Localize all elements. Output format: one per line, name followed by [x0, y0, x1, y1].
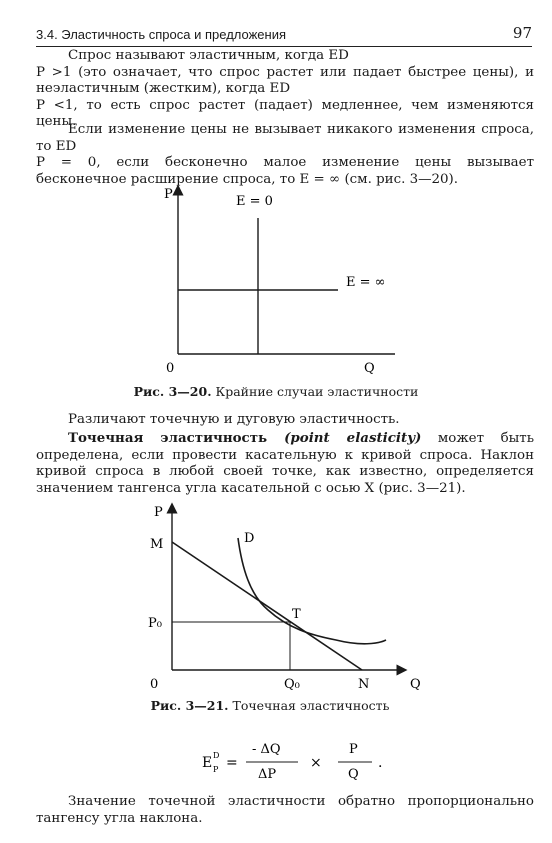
page-number: 97	[512, 24, 532, 42]
fig2-label-m: M	[150, 537, 164, 552]
para4-text: может быть определена, если провести касательную к кривой спроса. Наклон кривой спроса в любой своей точке, как известно, определяется значением тангенса угла касательной с осью X (рис. 3—21).	[36, 431, 534, 496]
fig2-label-n: N	[358, 677, 370, 692]
ep-symbol-1: D P	[36, 48, 349, 80]
fig1-x-label: Q	[364, 361, 375, 376]
elasticity-formula	[200, 736, 420, 788]
formula-lhs: E	[202, 755, 213, 771]
fig2-x-label: Q	[410, 677, 421, 692]
para2-text-1: Если изменение цены не вызывает никакого изменения спроса, то E	[36, 122, 534, 154]
fig1-y-label: P	[164, 187, 173, 202]
ep-symbol-2: D P	[36, 81, 291, 113]
formula-dot: .	[378, 755, 383, 771]
formula-den1: ΔP	[258, 767, 277, 782]
paragraph-types	[36, 412, 534, 429]
paragraph-elastic-demand	[36, 48, 534, 131]
running-header	[36, 14, 532, 47]
para2-text-2: = 0, если бесконечно малое изменение цены вызывает бесконечное расширение спроса, то E = ∞ (см. рис. 3—20).	[36, 155, 534, 187]
figure-3-21	[140, 500, 440, 700]
fig2-y-label: P	[154, 505, 163, 520]
formula-num2: P	[349, 742, 358, 757]
section-title: 3.4. Эластичность спроса и предложения	[36, 27, 286, 42]
formula-times: ×	[310, 755, 322, 771]
formula-lhs-sup: D	[213, 751, 220, 760]
fig2-origin: 0	[150, 677, 159, 692]
fig1-label-e-infinity: E = ∞	[346, 275, 386, 290]
formula-lhs-sub: P	[213, 765, 219, 774]
fig2-tangent-line	[172, 542, 362, 670]
formula-num1: - ΔQ	[252, 742, 281, 757]
para5-text: Значение точечной эластичности обратно пропорционально тангенсу угла наклона.	[36, 794, 534, 826]
fig2-demand-curve	[238, 538, 386, 644]
fig2-label-d: D	[244, 531, 255, 546]
paragraph-point-elasticity	[36, 430, 534, 497]
fig2-label-q0: Q₀	[284, 677, 300, 692]
para3-text: Различают точечную и дуговую эластичность.	[68, 412, 400, 427]
paragraph-extreme-cases	[36, 122, 534, 188]
formula-equals: =	[226, 755, 238, 771]
figure-3-20	[150, 180, 410, 380]
formula-den2: Q	[348, 767, 359, 782]
ep-symbol-3: D P	[36, 138, 77, 171]
fig2-label-t: T	[292, 607, 301, 622]
figure-3-21-caption: Рис. 3—21. Точечная эластичность	[150, 698, 390, 713]
term-english: (point elasticity)	[267, 430, 422, 446]
figure-3-20-caption: Рис. 3—20. Крайние случаи эластичности	[133, 384, 419, 399]
term-point-elasticity: Точечная эластичность	[68, 430, 268, 446]
para1-text-1: Спрос называют эластичным, когда E	[68, 48, 339, 63]
para1-text-3: <1, то есть спрос растет (падает) медленнее, чем изменяются цены.	[36, 97, 534, 130]
paragraph-conclusion	[36, 794, 534, 827]
fig2-label-p0: P₀	[148, 616, 162, 631]
para1-text-2: >1 (это означает, что спрос растет или падает быстрее цены), и неэластичным (жестким), когда E	[36, 64, 534, 97]
fig1-origin: 0	[166, 361, 175, 376]
fig1-label-e-zero: E = 0	[236, 194, 273, 209]
